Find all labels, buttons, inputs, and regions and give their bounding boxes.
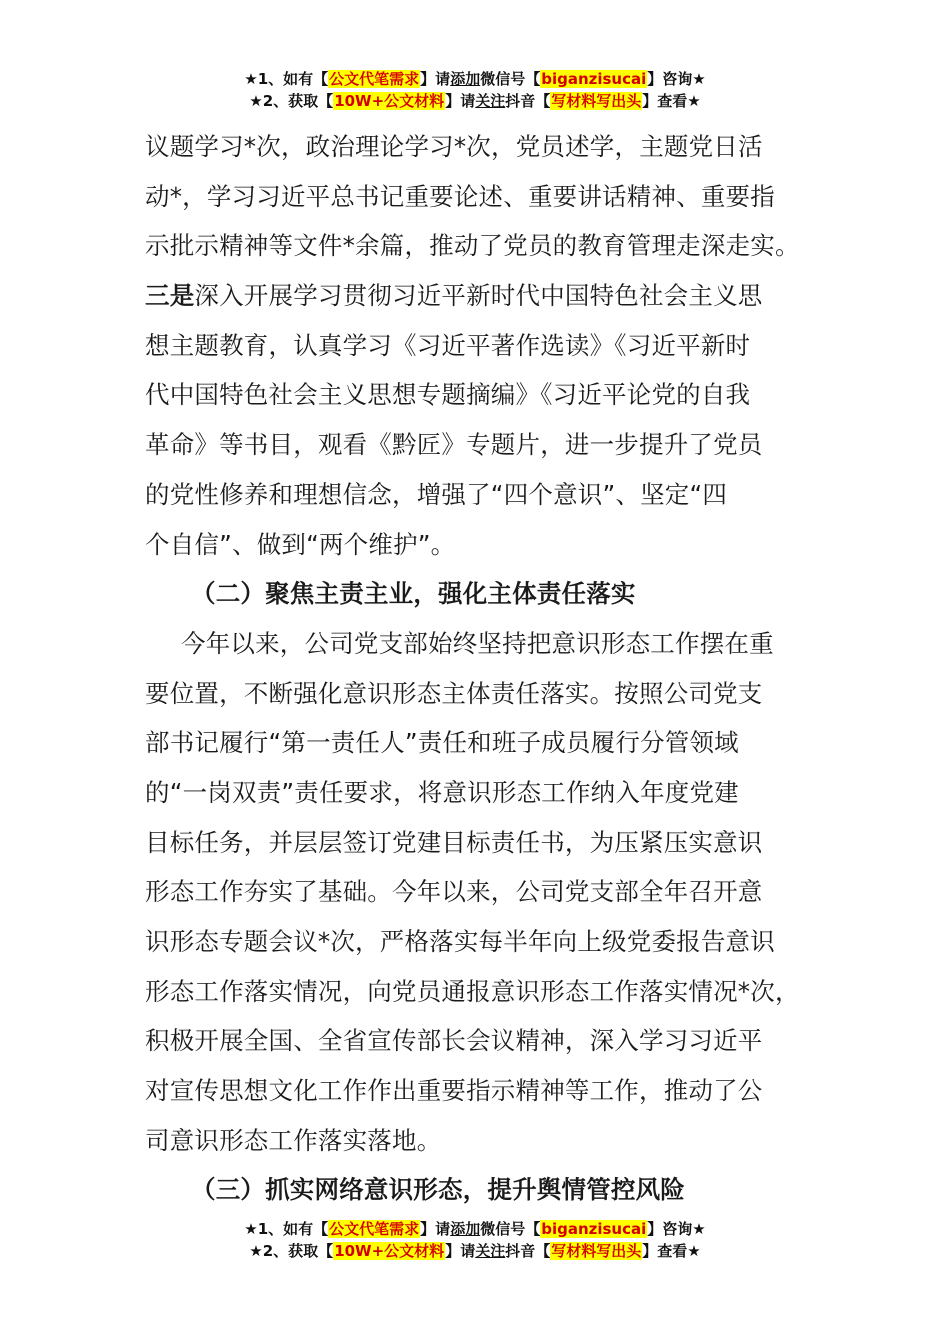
highlight-materials: 10W+公文材料 xyxy=(334,92,445,110)
highlight-wechat-id: biganzisucai xyxy=(541,1220,647,1238)
body-line: 要位置，不断强化意识形态主体责任落实。按照公司党支 xyxy=(145,678,763,708)
banner-text: ★2、获取【 xyxy=(249,92,334,110)
lead-term: 三是 xyxy=(145,281,195,311)
body-line: 对宣传思想文化工作作出重要指示精神等工作，推动了公 xyxy=(145,1076,763,1106)
banner-text: 抖音【 xyxy=(505,1242,551,1260)
banner-line-2 xyxy=(0,90,950,112)
section-heading-2: （二）聚焦主责主业，强化主体责任落实 xyxy=(191,579,636,609)
banner-text: 】咨询★ xyxy=(647,1220,706,1238)
body-line: 代中国特色社会主义思想专题摘编》《习近平论党的自我 xyxy=(145,380,751,410)
banner-text: 】咨询★ xyxy=(647,70,706,88)
banner-text: 微信号【 xyxy=(480,70,541,88)
banner-text: ★1、如有【 xyxy=(244,1220,329,1238)
body-line: 示批示精神等文件*余篇，推动了党员的教育管理走深走实。 xyxy=(145,231,800,261)
body-line: 议题学习*次，政治理论学习*次，党员述学，主题党日活 xyxy=(145,132,763,161)
banner-text: 微信号【 xyxy=(480,1220,541,1238)
body-line: 部书记履行“第一责任人”责任和班子成员履行分管领域 xyxy=(145,728,739,758)
highlight-service: 公文代笔需求 xyxy=(329,70,420,88)
highlight-service: 公文代笔需求 xyxy=(329,1220,420,1238)
banner-line-1 xyxy=(0,68,950,90)
banner-text: ★2、获取【 xyxy=(249,1242,334,1260)
banner-text: 】请 xyxy=(445,92,476,110)
banner-text: 】请 xyxy=(420,70,451,88)
body-line: 今年以来，公司党支部始终坚持把意识形态工作摆在重 xyxy=(181,628,774,658)
body-line: 形态工作落实情况，向党员通报意识形态工作落实情况*次， xyxy=(145,976,800,1006)
footer-banner xyxy=(0,1218,950,1262)
body-text: 深入开展学习贯彻习近平新时代中国特色社会主义思 xyxy=(194,281,763,311)
body-line: 积极开展全国、全省宣传部长会议精神，深入学习习近平 xyxy=(145,1026,763,1056)
highlight-douyin: 写材料写出头 xyxy=(551,92,642,110)
underlined-add: 添加 xyxy=(450,1220,481,1238)
document-body xyxy=(145,122,815,1215)
highlight-wechat-id: biganzisucai xyxy=(541,70,647,88)
underlined-follow: 关注 xyxy=(475,92,506,110)
body-line: 的党性修养和理想信念，增强了“四个意识”、坚定“四 xyxy=(145,479,728,509)
highlight-douyin: 写材料写出头 xyxy=(551,1242,642,1260)
body-line: 识形态专题会议*次，严格落实每半年向上级党委报告意识 xyxy=(145,927,775,956)
banner-text: ★1、如有【 xyxy=(244,70,329,88)
body-line: 想主题教育，认真学习《习近平著作选读》《习近平新时 xyxy=(145,330,751,360)
body-line: 的“一岗双责”责任要求，将意识形态工作纳入年度党建 xyxy=(145,777,739,807)
underlined-add: 添加 xyxy=(450,70,481,88)
body-line xyxy=(145,271,815,321)
banner-text: 】查看★ xyxy=(642,1242,701,1260)
banner-text: 】请 xyxy=(445,1242,476,1260)
banner-line-1 xyxy=(0,1218,950,1240)
banner-text: 抖音【 xyxy=(505,92,551,110)
banner-line-2 xyxy=(0,1240,950,1262)
body-line: 形态工作夯实了基础。今年以来，公司党支部全年召开意 xyxy=(145,877,763,907)
body-line: 革命》等书目，观看《黔匠》专题片，进一步提升了党员 xyxy=(145,430,763,460)
body-line: 动*，学习习近平总书记重要论述、重要讲话精神、重要指 xyxy=(145,181,775,211)
header-banner xyxy=(0,68,950,112)
banner-text: 】请 xyxy=(420,1220,451,1238)
banner-text: 】查看★ xyxy=(642,92,701,110)
body-line: 目标任务，并层层签订党建目标责任书，为压紧压实意识 xyxy=(145,827,763,857)
highlight-materials: 10W+公文材料 xyxy=(334,1242,445,1260)
section-heading-3: （三）抓实网络意识形态，提升舆情管控风险 xyxy=(191,1175,685,1205)
body-line: 个自信”、做到“两个维护”。 xyxy=(145,529,456,559)
underlined-follow: 关注 xyxy=(475,1242,506,1260)
body-line: 司意识形态工作落实落地。 xyxy=(145,1125,442,1155)
